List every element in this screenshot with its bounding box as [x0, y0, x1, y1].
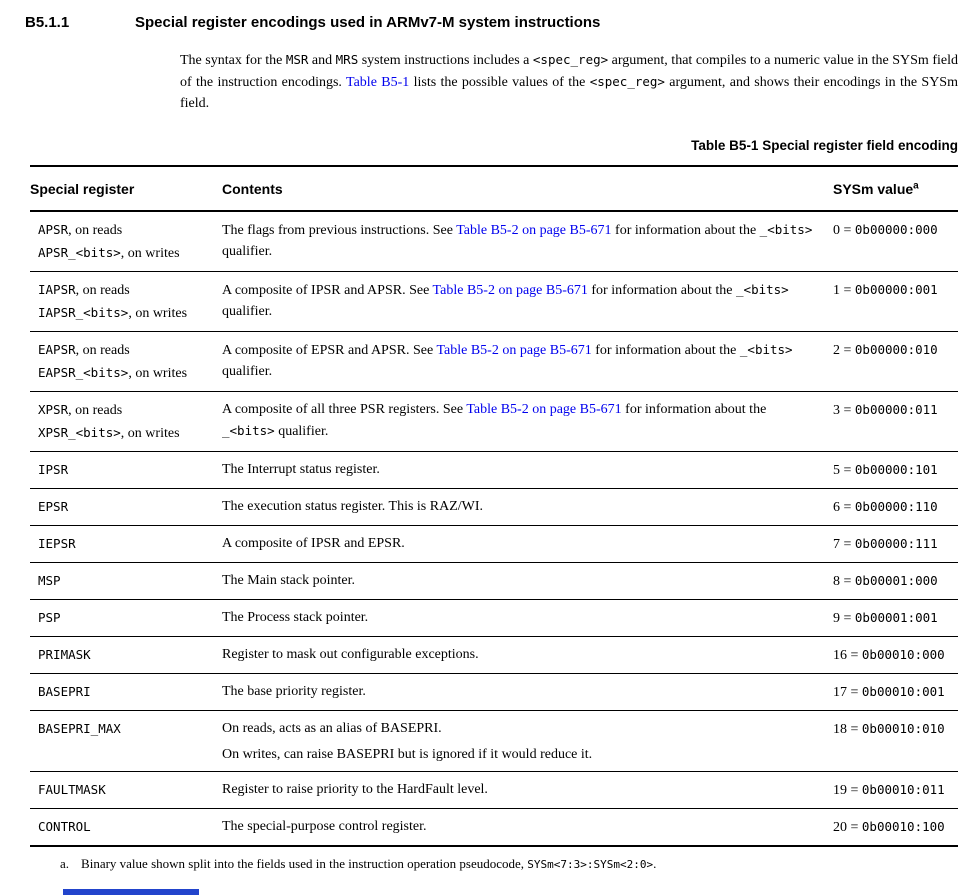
table-row — [30, 637, 958, 674]
sysm-value-cell — [833, 772, 958, 809]
body-text: , on writes — [120, 426, 180, 441]
code-text: EPSR — [38, 499, 69, 514]
body-text: The syntax for the — [180, 53, 286, 68]
body-text: The Main stack pointer. — [222, 573, 355, 588]
code-text: IAPSR_<bits> — [38, 305, 129, 320]
register-name-line — [38, 422, 222, 445]
register-name-line — [38, 718, 222, 741]
code-text: _<bits> — [739, 342, 793, 357]
contents-cell — [222, 489, 833, 526]
footnote-text — [81, 856, 656, 871]
code-text: PSP — [38, 610, 61, 625]
contents-cell — [222, 809, 833, 847]
contents-paragraph — [222, 607, 819, 628]
code-text: 0b00000:110 — [854, 499, 938, 514]
body-text: , on writes — [128, 366, 188, 381]
table-row — [30, 711, 958, 772]
register-name-line — [38, 681, 222, 704]
document-page — [0, 14, 980, 896]
code-text: 0b00000:101 — [854, 462, 938, 477]
body-text: for information about the — [587, 283, 737, 298]
code-text: SYSm<7:3>:SYSm<2:0> — [527, 858, 654, 871]
table-caption: Table B5-1 Special register field encoding — [691, 138, 958, 153]
register-name-line — [38, 607, 222, 630]
body-text: 0 = — [833, 223, 855, 238]
special-register-cell — [30, 332, 222, 392]
table-row — [30, 563, 958, 600]
contents-paragraph — [222, 816, 819, 837]
section-number: B5.1.1 — [25, 14, 70, 31]
table-row — [30, 600, 958, 637]
code-text: BASEPRI_MAX — [38, 721, 121, 736]
code-text: 0b00010:000 — [861, 647, 945, 662]
body-text: The execution status register. This is RAZ/WI. — [222, 499, 484, 514]
contents-paragraph — [222, 533, 819, 554]
body-text: , on reads — [68, 223, 123, 238]
register-name-line — [38, 496, 222, 519]
contents-cell — [222, 600, 833, 637]
table-row — [30, 392, 958, 452]
special-register-cell — [30, 600, 222, 637]
code-text: 0b00000:111 — [854, 536, 938, 551]
contents-paragraph — [222, 744, 819, 765]
code-text: EAPSR_<bits> — [38, 365, 129, 380]
code-text: MRS — [335, 52, 359, 67]
sysm-value-cell — [833, 211, 958, 272]
body-text: . — [653, 856, 657, 871]
col-header-label: Special register — [30, 181, 135, 197]
table-row — [30, 526, 958, 563]
body-text: The base priority register. — [222, 684, 366, 699]
body-text: argument, that compiles to a numeric value in the SYSm field of the instruction encodings. — [180, 53, 958, 90]
table-body — [30, 211, 958, 846]
special-register-cell — [30, 772, 222, 809]
code-text: 0b00001:001 — [854, 610, 938, 625]
body-text: Register to raise priority to the HardFault level. — [222, 782, 488, 797]
contents-paragraph — [222, 339, 819, 382]
code-text: _<bits> — [222, 423, 275, 438]
special-register-cell — [30, 489, 222, 526]
register-name-line — [38, 644, 222, 667]
code-text: PRIMASK — [38, 647, 91, 662]
contents-cell — [222, 452, 833, 489]
contents-cell — [222, 711, 833, 772]
body-text: 6 = — [833, 500, 855, 515]
code-text: IEPSR — [38, 536, 76, 551]
special-register-cell — [30, 711, 222, 772]
table-row — [30, 211, 958, 272]
special-register-cell — [30, 452, 222, 489]
body-text: 20 = — [833, 820, 862, 835]
special-register-cell — [30, 211, 222, 272]
cross-reference-link[interactable]: Table B5-2 on page B5-671 — [436, 343, 592, 358]
contents-paragraph — [222, 570, 819, 591]
contents-paragraph — [222, 219, 819, 262]
contents-cell — [222, 637, 833, 674]
code-text: 0b00010:011 — [861, 782, 945, 797]
contents-cell — [222, 772, 833, 809]
table-row — [30, 272, 958, 332]
body-text: Binary value shown split into the fields used in the instruction operation pseudocode, — [81, 856, 528, 871]
code-text: <spec_reg> — [532, 52, 609, 67]
code-text: MSP — [38, 573, 61, 588]
body-text: 7 = — [833, 537, 855, 552]
body-text: and — [308, 53, 336, 68]
body-text: argument, and shows their encodings in the SYSm field. — [180, 75, 958, 111]
code-text: 0b00010:010 — [861, 721, 945, 736]
code-text: MSR — [285, 52, 309, 67]
contents-paragraph — [222, 459, 819, 480]
col-header-label: SYSm value — [833, 181, 914, 197]
special-register-cell — [30, 392, 222, 452]
register-name-line — [38, 459, 222, 482]
body-text: , on writes — [128, 306, 188, 321]
body-text: , on reads — [68, 403, 123, 418]
body-text: On reads, acts as an alias of BASEPRI. — [222, 721, 442, 736]
sysm-value-cell — [833, 600, 958, 637]
body-text: The flags from previous instructions. See — [222, 223, 457, 238]
col-header-contents — [222, 166, 833, 211]
code-text: APSR — [38, 222, 69, 237]
special-register-cell — [30, 563, 222, 600]
body-text: 9 = — [833, 611, 855, 626]
table-header-row — [30, 166, 958, 211]
body-text: A composite of all three PSR registers. See — [222, 402, 467, 417]
special-register-cell — [30, 809, 222, 847]
special-register-cell — [30, 637, 222, 674]
sysm-value-cell — [833, 637, 958, 674]
code-text: 0b00010:100 — [861, 819, 945, 834]
body-text: On writes, can raise BASEPRI but is ignored if it would reduce it. — [222, 747, 593, 762]
cross-reference-link[interactable]: Table B5-2 on page B5-671 — [456, 223, 612, 238]
contents-cell — [222, 674, 833, 711]
footnote-marker: a. — [60, 856, 70, 871]
sysm-value-cell — [833, 272, 958, 332]
body-text: A composite of IPSR and EPSR. — [222, 536, 405, 551]
code-text: EAPSR — [38, 342, 76, 357]
register-name-line — [38, 399, 222, 422]
special-register-cell — [30, 526, 222, 563]
body-text: for information about the — [611, 223, 760, 238]
body-text: qualifier. — [222, 304, 273, 319]
table-footnote — [60, 856, 980, 872]
col-header-special-register — [30, 166, 222, 211]
code-text: _<bits> — [759, 222, 813, 237]
body-text: , on reads — [75, 283, 130, 298]
code-text: BASEPRI — [38, 684, 91, 699]
code-text: 0b00000:000 — [854, 222, 938, 237]
register-name-line — [38, 339, 222, 362]
code-text: <spec_reg> — [589, 74, 665, 89]
body-text: 19 = — [833, 783, 862, 798]
contents-cell — [222, 272, 833, 332]
cross-reference-link[interactable]: Table B5-1 — [346, 75, 410, 90]
register-name-line — [38, 533, 222, 556]
body-text: 3 = — [833, 403, 855, 418]
sysm-value-cell — [833, 332, 958, 392]
intro-paragraph — [180, 49, 958, 114]
register-name-line — [38, 570, 222, 593]
register-name-line — [38, 279, 222, 302]
code-text: 0b00000:011 — [854, 402, 938, 417]
body-text: system instructions includes a — [358, 53, 533, 68]
contents-paragraph — [222, 681, 819, 702]
body-text: 5 = — [833, 463, 855, 478]
col-header-sysm-value — [833, 166, 958, 211]
body-text: , on reads — [75, 343, 130, 358]
body-text: qualifier. — [274, 424, 329, 439]
contents-paragraph — [222, 644, 819, 665]
special-register-cell — [30, 674, 222, 711]
body-text: 2 = — [833, 343, 855, 358]
register-name-line — [38, 219, 222, 242]
cross-reference-link[interactable]: Table B5-2 on page B5-671 — [466, 402, 622, 417]
body-text: 16 = — [833, 648, 862, 663]
contents-cell — [222, 563, 833, 600]
table-row — [30, 809, 958, 847]
code-text: _<bits> — [736, 282, 789, 297]
code-text: APSR_<bits> — [38, 245, 121, 260]
col-header-label: Contents — [222, 181, 283, 197]
code-text: FAULTMASK — [38, 782, 106, 797]
contents-cell — [222, 392, 833, 452]
table-row — [30, 452, 958, 489]
sysm-value-cell — [833, 563, 958, 600]
register-name-line — [38, 242, 222, 265]
body-text: qualifier. — [222, 244, 273, 259]
contents-paragraph — [222, 279, 819, 322]
body-text: 1 = — [833, 283, 855, 298]
body-text: lists the possible values of the — [409, 75, 590, 90]
body-text: The Interrupt status register. — [222, 462, 380, 477]
body-text: A composite of EPSR and APSR. See — [222, 343, 437, 358]
table-row — [30, 489, 958, 526]
sysm-value-cell — [833, 674, 958, 711]
body-text: A composite of IPSR and APSR. See — [222, 283, 433, 298]
body-text: The special-purpose control register. — [222, 819, 427, 834]
table-row — [30, 772, 958, 809]
body-text: for information about the — [591, 343, 740, 358]
table-row — [30, 332, 958, 392]
body-text: Register to mask out configurable exceptions. — [222, 647, 479, 662]
register-name-line — [38, 816, 222, 839]
body-text: 18 = — [833, 722, 862, 737]
code-text: 0b00000:001 — [854, 282, 938, 297]
contents-paragraph — [222, 399, 819, 442]
code-text: IPSR — [38, 462, 69, 477]
sysm-value-cell — [833, 392, 958, 452]
code-text: XPSR_<bits> — [38, 425, 121, 440]
table-row — [30, 674, 958, 711]
section-heading — [25, 14, 980, 31]
footnote-ref-superscript: a — [913, 180, 919, 192]
bottom-bar — [63, 889, 199, 895]
sysm-value-cell — [833, 711, 958, 772]
contents-paragraph — [222, 496, 819, 517]
body-text: The Process stack pointer. — [222, 610, 369, 625]
special-register-table — [30, 165, 958, 847]
section-title: Special register encodings used in ARMv7-M system instructions — [135, 14, 601, 31]
body-text: 17 = — [833, 685, 862, 700]
table-header — [30, 166, 958, 211]
code-text: IAPSR — [38, 282, 76, 297]
code-text: 0b00010:001 — [861, 684, 945, 699]
body-text: for information about the — [621, 402, 767, 417]
sysm-value-cell — [833, 526, 958, 563]
special-register-cell — [30, 272, 222, 332]
register-name-line — [38, 302, 222, 325]
code-text: XPSR — [38, 402, 69, 417]
sysm-value-cell — [833, 452, 958, 489]
register-name-line — [38, 362, 222, 385]
sysm-value-cell — [833, 489, 958, 526]
contents-paragraph — [222, 718, 819, 739]
code-text: 0b00000:010 — [854, 342, 938, 357]
register-name-line — [38, 779, 222, 802]
body-text: 8 = — [833, 574, 855, 589]
contents-cell — [222, 526, 833, 563]
contents-cell — [222, 332, 833, 392]
contents-cell — [222, 211, 833, 272]
sysm-value-cell — [833, 809, 958, 847]
contents-paragraph — [222, 779, 819, 800]
body-text: , on writes — [120, 246, 180, 261]
code-text: 0b00001:000 — [854, 573, 938, 588]
code-text: CONTROL — [38, 819, 91, 834]
cross-reference-link[interactable]: Table B5-2 on page B5-671 — [432, 283, 588, 298]
body-text: qualifier. — [222, 364, 273, 379]
